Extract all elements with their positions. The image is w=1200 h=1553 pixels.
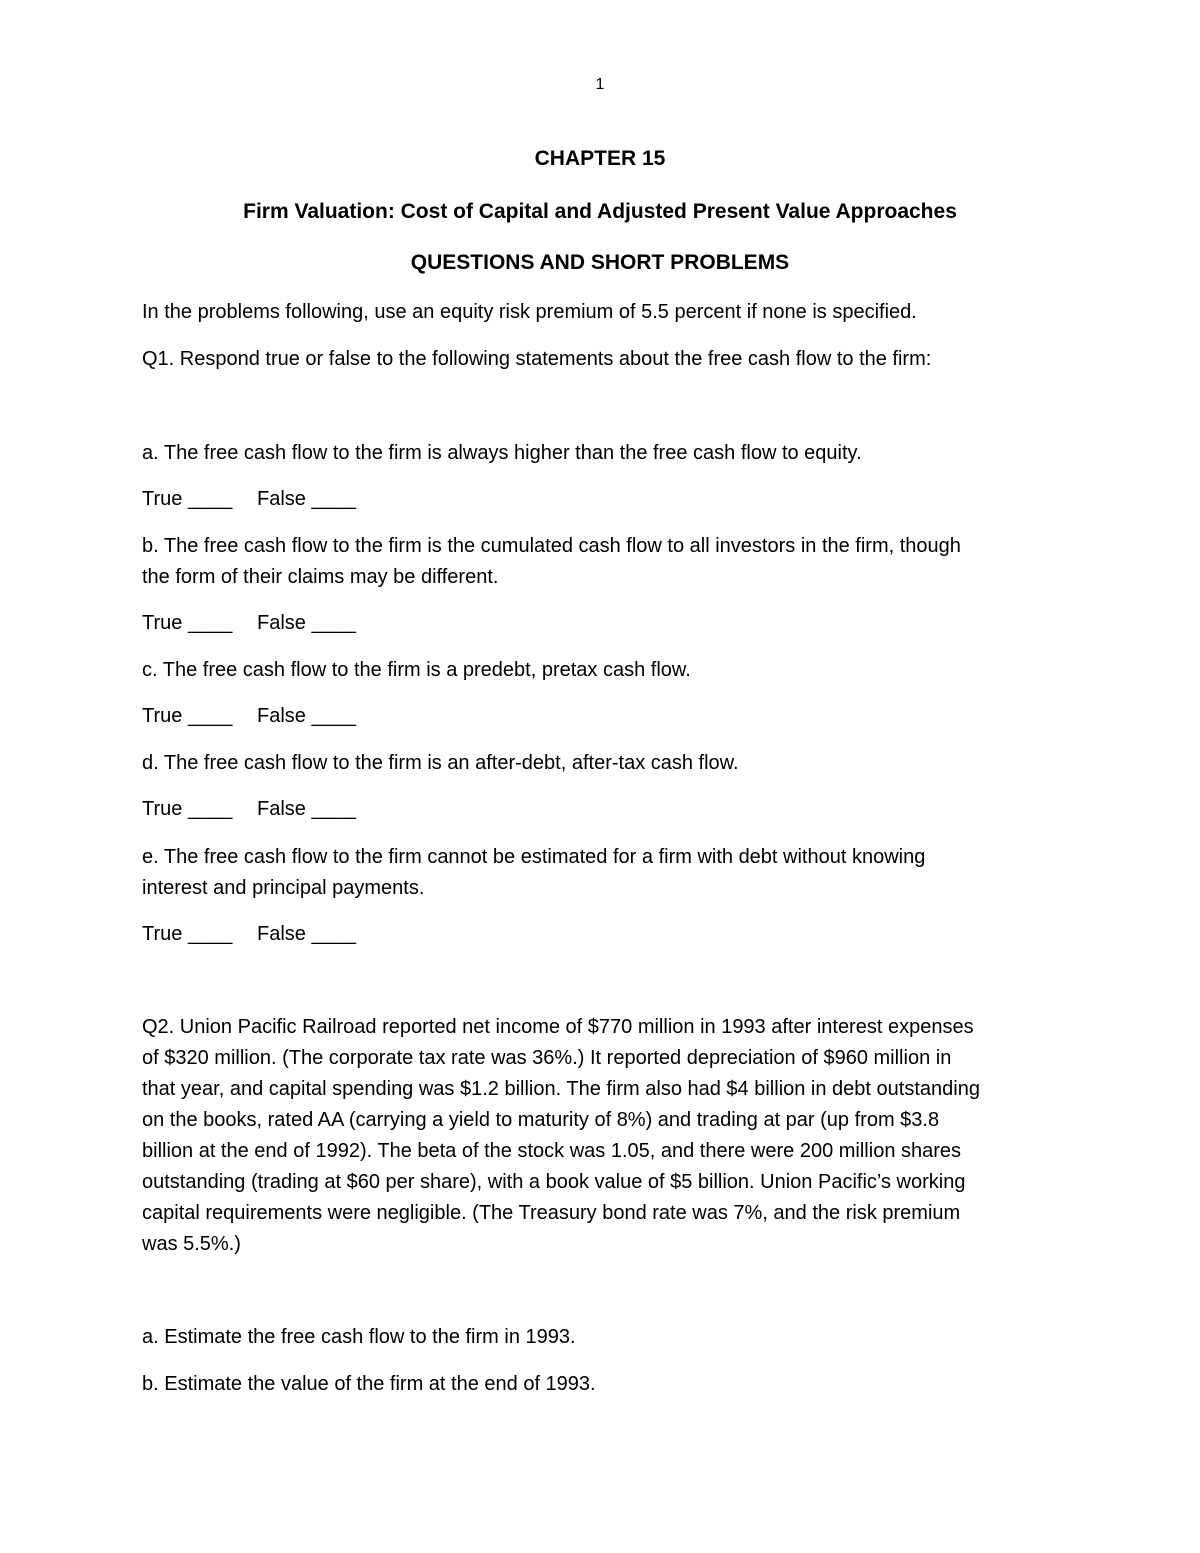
false-blank[interactable]: False ____	[257, 798, 356, 820]
q1-item-b-line1: b. The free cash flow to the firm is the cumulated cash flow to all investors in the firm, though	[142, 535, 961, 557]
q2-paragraph-line: outstanding (trading at $60 per share), with a book value of $5 billion. Union Pacific’s working	[142, 1171, 966, 1193]
q1-prompt: Q1. Respond true or false to the following statements about the free cash flow to the firm:	[142, 348, 932, 370]
false-blank[interactable]: False ____	[257, 705, 356, 727]
true-blank[interactable]: True ____	[142, 488, 233, 510]
false-blank[interactable]: False ____	[257, 488, 356, 510]
q1-item-a: a. The free cash flow to the firm is always higher than the free cash flow to equity.	[142, 442, 862, 464]
q2-part-b: b. Estimate the value of the firm at the end of 1993.	[142, 1373, 596, 1395]
true-blank[interactable]: True ____	[142, 923, 233, 945]
false-blank[interactable]: False ____	[257, 923, 356, 945]
q1-item-b-line2: the form of their claims may be different.	[142, 566, 499, 588]
q1-item-e-line1: e. The free cash flow to the firm cannot be estimated for a firm with debt without knowing	[142, 846, 926, 868]
true-blank[interactable]: True ____	[142, 612, 233, 634]
q2-paragraph-line: capital requirements were negligible. (The Treasury bond rate was 7%, and the risk premium	[142, 1202, 961, 1224]
q1-item-e-line2: interest and principal payments.	[142, 877, 425, 899]
false-blank[interactable]: False ____	[257, 612, 356, 634]
q2-paragraph-line: was 5.5%.)	[142, 1233, 241, 1255]
section-heading: QUESTIONS AND SHORT PROBLEMS	[410, 251, 790, 274]
q2-paragraph-line: Q2. Union Pacific Railroad reported net income of $770 million in 1993 after interest expenses	[142, 1016, 974, 1038]
q2-part-a: a. Estimate the free cash flow to the firm in 1993.	[142, 1326, 576, 1348]
q1-item-d: d. The free cash flow to the firm is an after-debt, after-tax cash flow.	[142, 752, 739, 774]
q2-paragraph-line: billion at the end of 1992). The beta of the stock was 1.05, and there were 200 million shares	[142, 1140, 962, 1162]
chapter-title: Firm Valuation: Cost of Capital and Adjusted Present Value Approaches	[243, 200, 957, 223]
true-blank[interactable]: True ____	[142, 705, 233, 727]
q2-paragraph-line: on the books, rated AA (carrying a yield to maturity of 8%) and trading at par (up from $3.8	[142, 1109, 940, 1131]
q2-paragraph-line: of $320 million. (The corporate tax rate was 36%.) It reported depreciation of $960 million in	[142, 1047, 952, 1069]
intro-text: In the problems following, use an equity risk premium of 5.5 percent if none is specified.	[142, 301, 917, 323]
chapter-heading: CHAPTER 15	[534, 147, 666, 170]
true-blank[interactable]: True ____	[142, 798, 233, 820]
q2-paragraph-line: that year, and capital spending was $1.2 billion. The firm also had $4 billion in debt outstanding	[142, 1078, 980, 1100]
page-number: 1	[595, 76, 605, 93]
q1-item-c: c. The free cash flow to the firm is a predebt, pretax cash flow.	[142, 659, 691, 681]
